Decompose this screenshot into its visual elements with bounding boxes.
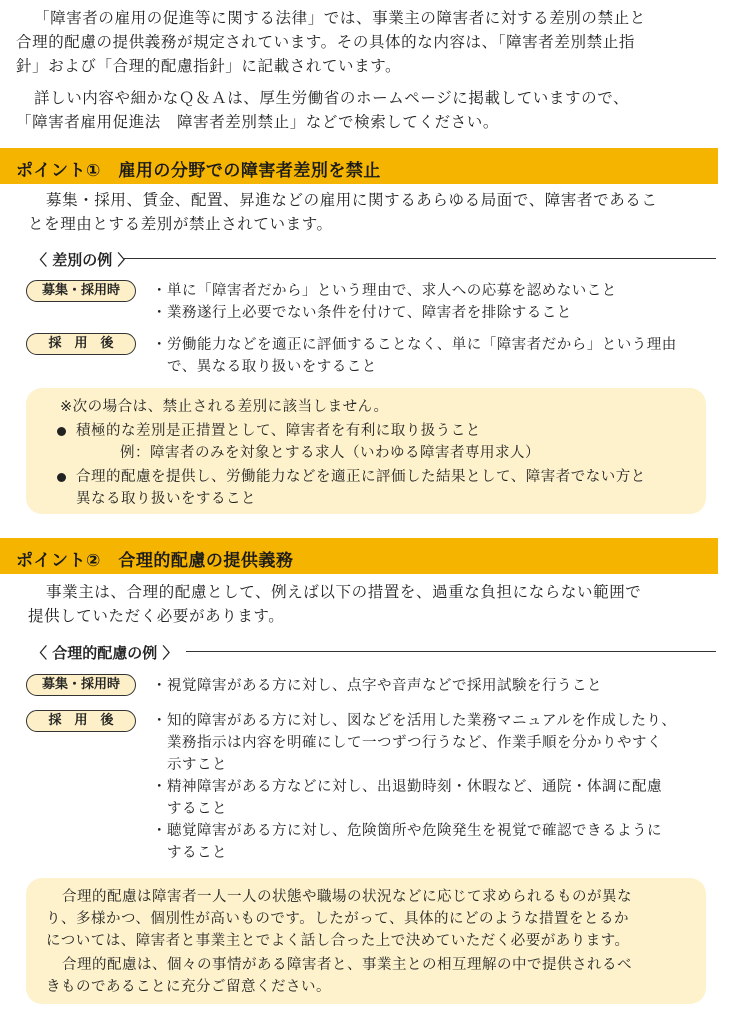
point2-note-line-1: 合理的配慮は障害者一人一人の状態や職場の状況などに応じて求められるものが異な bbox=[62, 889, 632, 905]
point2-note-line-5: きものであることに充分ご留意ください。 bbox=[46, 979, 331, 995]
point2-body-line-1: 事業主は、合理的配慮として、例えば以下の措置を、過重な負担にならない範囲で bbox=[46, 583, 642, 601]
point1-tag-after-hire: 採 用 後 bbox=[26, 333, 136, 355]
point1-body-line-2: とを理由とする差別が禁止されています。 bbox=[28, 215, 333, 233]
point2-after-line-2: 業務指示は内容を明確にして一つずつ行うなど、作業手順を分かりやすく bbox=[152, 735, 662, 751]
intro-line-1: 「障害者の雇用の促進等に関する法律」では、事業主の障害者に対する差別の禁止と bbox=[34, 9, 646, 27]
point2-after-line-1: ・知的障害がある方に対し、図などを活用した業務マニュアルを作成したり、 bbox=[152, 713, 677, 729]
point2-header-band bbox=[0, 538, 718, 574]
point1-section-label: 〈 差別の例 〉 bbox=[32, 251, 133, 269]
point2-body-line-2: 提供していただく必要があります。 bbox=[28, 607, 285, 625]
point1-note-item1-example: 例：障害者のみを対象とする求人（いわゆる障害者専用求人） bbox=[120, 445, 540, 461]
point1-recruit-line-2: ・業務遂行上必要でない条件を付けて、障害者を排除すること bbox=[152, 305, 572, 321]
point1-after-line-2: で、異なる取り扱いをすること bbox=[152, 359, 377, 375]
bullet-icon bbox=[57, 427, 66, 436]
point2-after-line-3: 示すこと bbox=[152, 757, 227, 773]
intro-line-5: 「障害者雇用促進法 障害者差別禁止」などで検索してください。 bbox=[16, 113, 500, 131]
point1-body-line-1: 募集・採用、賃金、配置、昇進などの雇用に関するあらゆる局面で、障害者であるこ bbox=[46, 191, 658, 209]
intro-line-3: 針」および「合理的配慮指針」に記載されています。 bbox=[16, 57, 402, 75]
point2-after-line-5: すること bbox=[152, 801, 227, 817]
point2-tag-after-hire: 採 用 後 bbox=[26, 710, 136, 732]
point1-header-band bbox=[0, 148, 718, 184]
point2-tag-recruit: 募集・採用時 bbox=[26, 674, 136, 696]
point2-note-line-4: 合理的配慮は、個々の事情がある障害者と、事業主との相互理解の中で提供されるべ bbox=[62, 957, 632, 973]
intro-line-2: 合理的配慮の提供義務が規定されています。その具体的な内容は、「障害者差別禁止指 bbox=[16, 33, 635, 51]
point1-after-line-1: ・労働能力などを適正に評価することなく、単に「障害者だから」という理由 bbox=[152, 337, 677, 353]
point2-after-line-4: ・精神障害がある方などに対し、出退勤時刻・休暇など、通院・体調に配慮 bbox=[152, 779, 662, 795]
point1-tag-recruit: 募集・採用時 bbox=[26, 280, 136, 302]
point1-section-rule bbox=[124, 258, 716, 259]
point2-recruit-line-1: ・視覚障害がある方に対し、点字や音声などで採用試験を行うこと bbox=[152, 678, 602, 694]
point2-section-label: 〈 合理的配慮の例 〉 bbox=[32, 644, 178, 662]
point2-after-line-6: ・聴覚障害がある方に対し、危険箇所や危険発生を視覚で確認できるように bbox=[152, 823, 662, 839]
point2-after-line-7: すること bbox=[152, 845, 227, 861]
point1-recruit-line-1: ・単に「障害者だから」という理由で、求人への応募を認めないこと bbox=[152, 283, 617, 299]
point1-note-item2-line-2: 異なる取り扱いをすること bbox=[76, 491, 256, 507]
point1-note-item2-line-1: 合理的配慮を提供し、労働能力などを適正に評価した結果として、障害者でない方と bbox=[76, 469, 646, 485]
intro-line-4: 詳しい内容や細かなＱ＆Ａは、厚生労働省のホームページに掲載していますので、 bbox=[34, 89, 630, 107]
point2-note-line-2: り、多様かつ、個別性が高いものです。したがって、具体的にどのような措置をとるか bbox=[46, 911, 629, 927]
bullet-icon bbox=[57, 473, 66, 482]
point1-note-heading: ※次の場合は、禁止される差別に該当しません。 bbox=[60, 399, 389, 415]
point2-section-rule bbox=[186, 651, 716, 652]
point1-title: ポイント① 雇用の分野での障害者差別を禁止 bbox=[16, 161, 381, 181]
point2-note-line-3: については、障害者と事業主とでよく話し合った上で決めていただく必要があります。 bbox=[46, 933, 630, 949]
point1-note-item1: 積極的な差別是正措置として、障害者を有利に取り扱うこと bbox=[76, 423, 481, 439]
point2-title: ポイント② 合理的配慮の提供義務 bbox=[16, 551, 294, 571]
